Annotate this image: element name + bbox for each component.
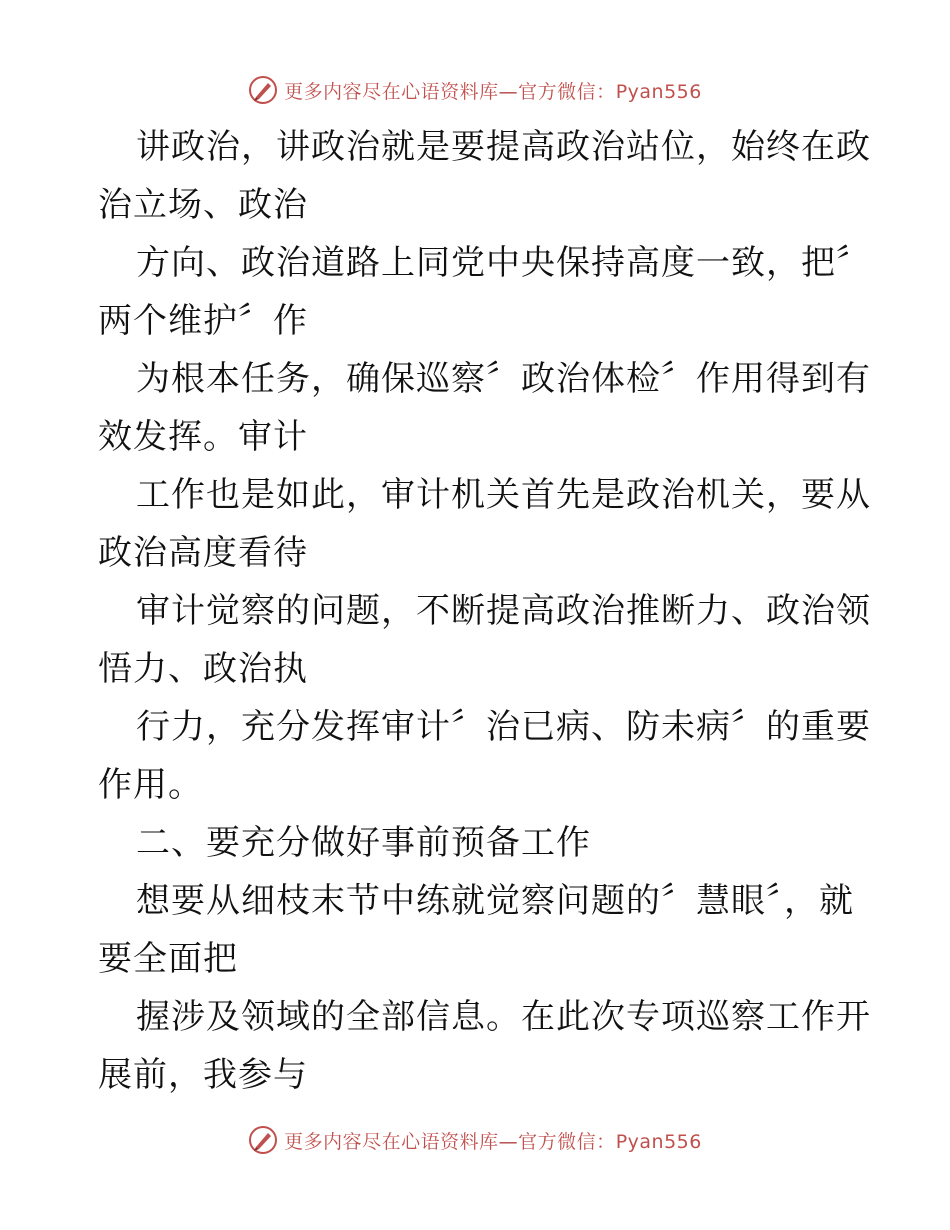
quill-logo-icon — [248, 1125, 278, 1155]
header-contact-text: 官方微信： — [518, 80, 616, 103]
header-site-text: 更多内容尽在心语资料库 — [284, 80, 499, 103]
footer-contact-text: 官方微信： — [518, 1130, 616, 1153]
section-heading: 二、要充分做好事前预备工作 — [136, 823, 591, 863]
body-line: 握涉及领域的全部信息。在此次专项巡察工作开 — [136, 997, 871, 1037]
body-line: 为根本任务，确保巡察〞政治体检〞作用得到有 — [136, 359, 871, 399]
footer-contact-id: Pyan556 — [615, 1130, 702, 1153]
body-line: 方向、政治道路上同党中央保持高度一致，把〞 — [136, 243, 871, 283]
body-line: 行力，充分发挥审计〞治已病、防未病〞的重要 — [136, 707, 871, 747]
body-line: 要全面把 — [98, 939, 238, 979]
body-line: 工作也是如此，审计机关首先是政治机关，要从 — [136, 475, 871, 515]
quill-logo-icon — [248, 75, 278, 105]
footer-watermark — [0, 1120, 950, 1160]
body-line: 作用。 — [98, 765, 203, 805]
footer-site-text: 更多内容尽在心语资料库 — [284, 1130, 499, 1153]
body-line: 效发挥。审计 — [98, 417, 308, 457]
body-line: 展前，我参与 — [98, 1055, 308, 1095]
document-body — [98, 118, 871, 1104]
header-contact-id: Pyan556 — [615, 80, 702, 103]
footer-separator: — — [498, 1130, 519, 1153]
body-line: 悟力、政治执 — [98, 649, 308, 689]
body-line: 政治高度看待 — [98, 533, 308, 573]
header-separator: — — [498, 80, 519, 103]
body-line: 审计觉察的问题，不断提高政治推断力、政治领 — [136, 591, 871, 631]
body-line: 讲政治，讲政治就是要提高政治站位，始终在政 — [136, 127, 871, 167]
header-watermark — [0, 70, 950, 110]
body-line: 想要从细枝末节中练就觉察问题的〞慧眼〞，就 — [136, 881, 854, 921]
body-line: 治立场、政治 — [98, 185, 308, 225]
body-line: 两个维护〞作 — [98, 301, 308, 341]
